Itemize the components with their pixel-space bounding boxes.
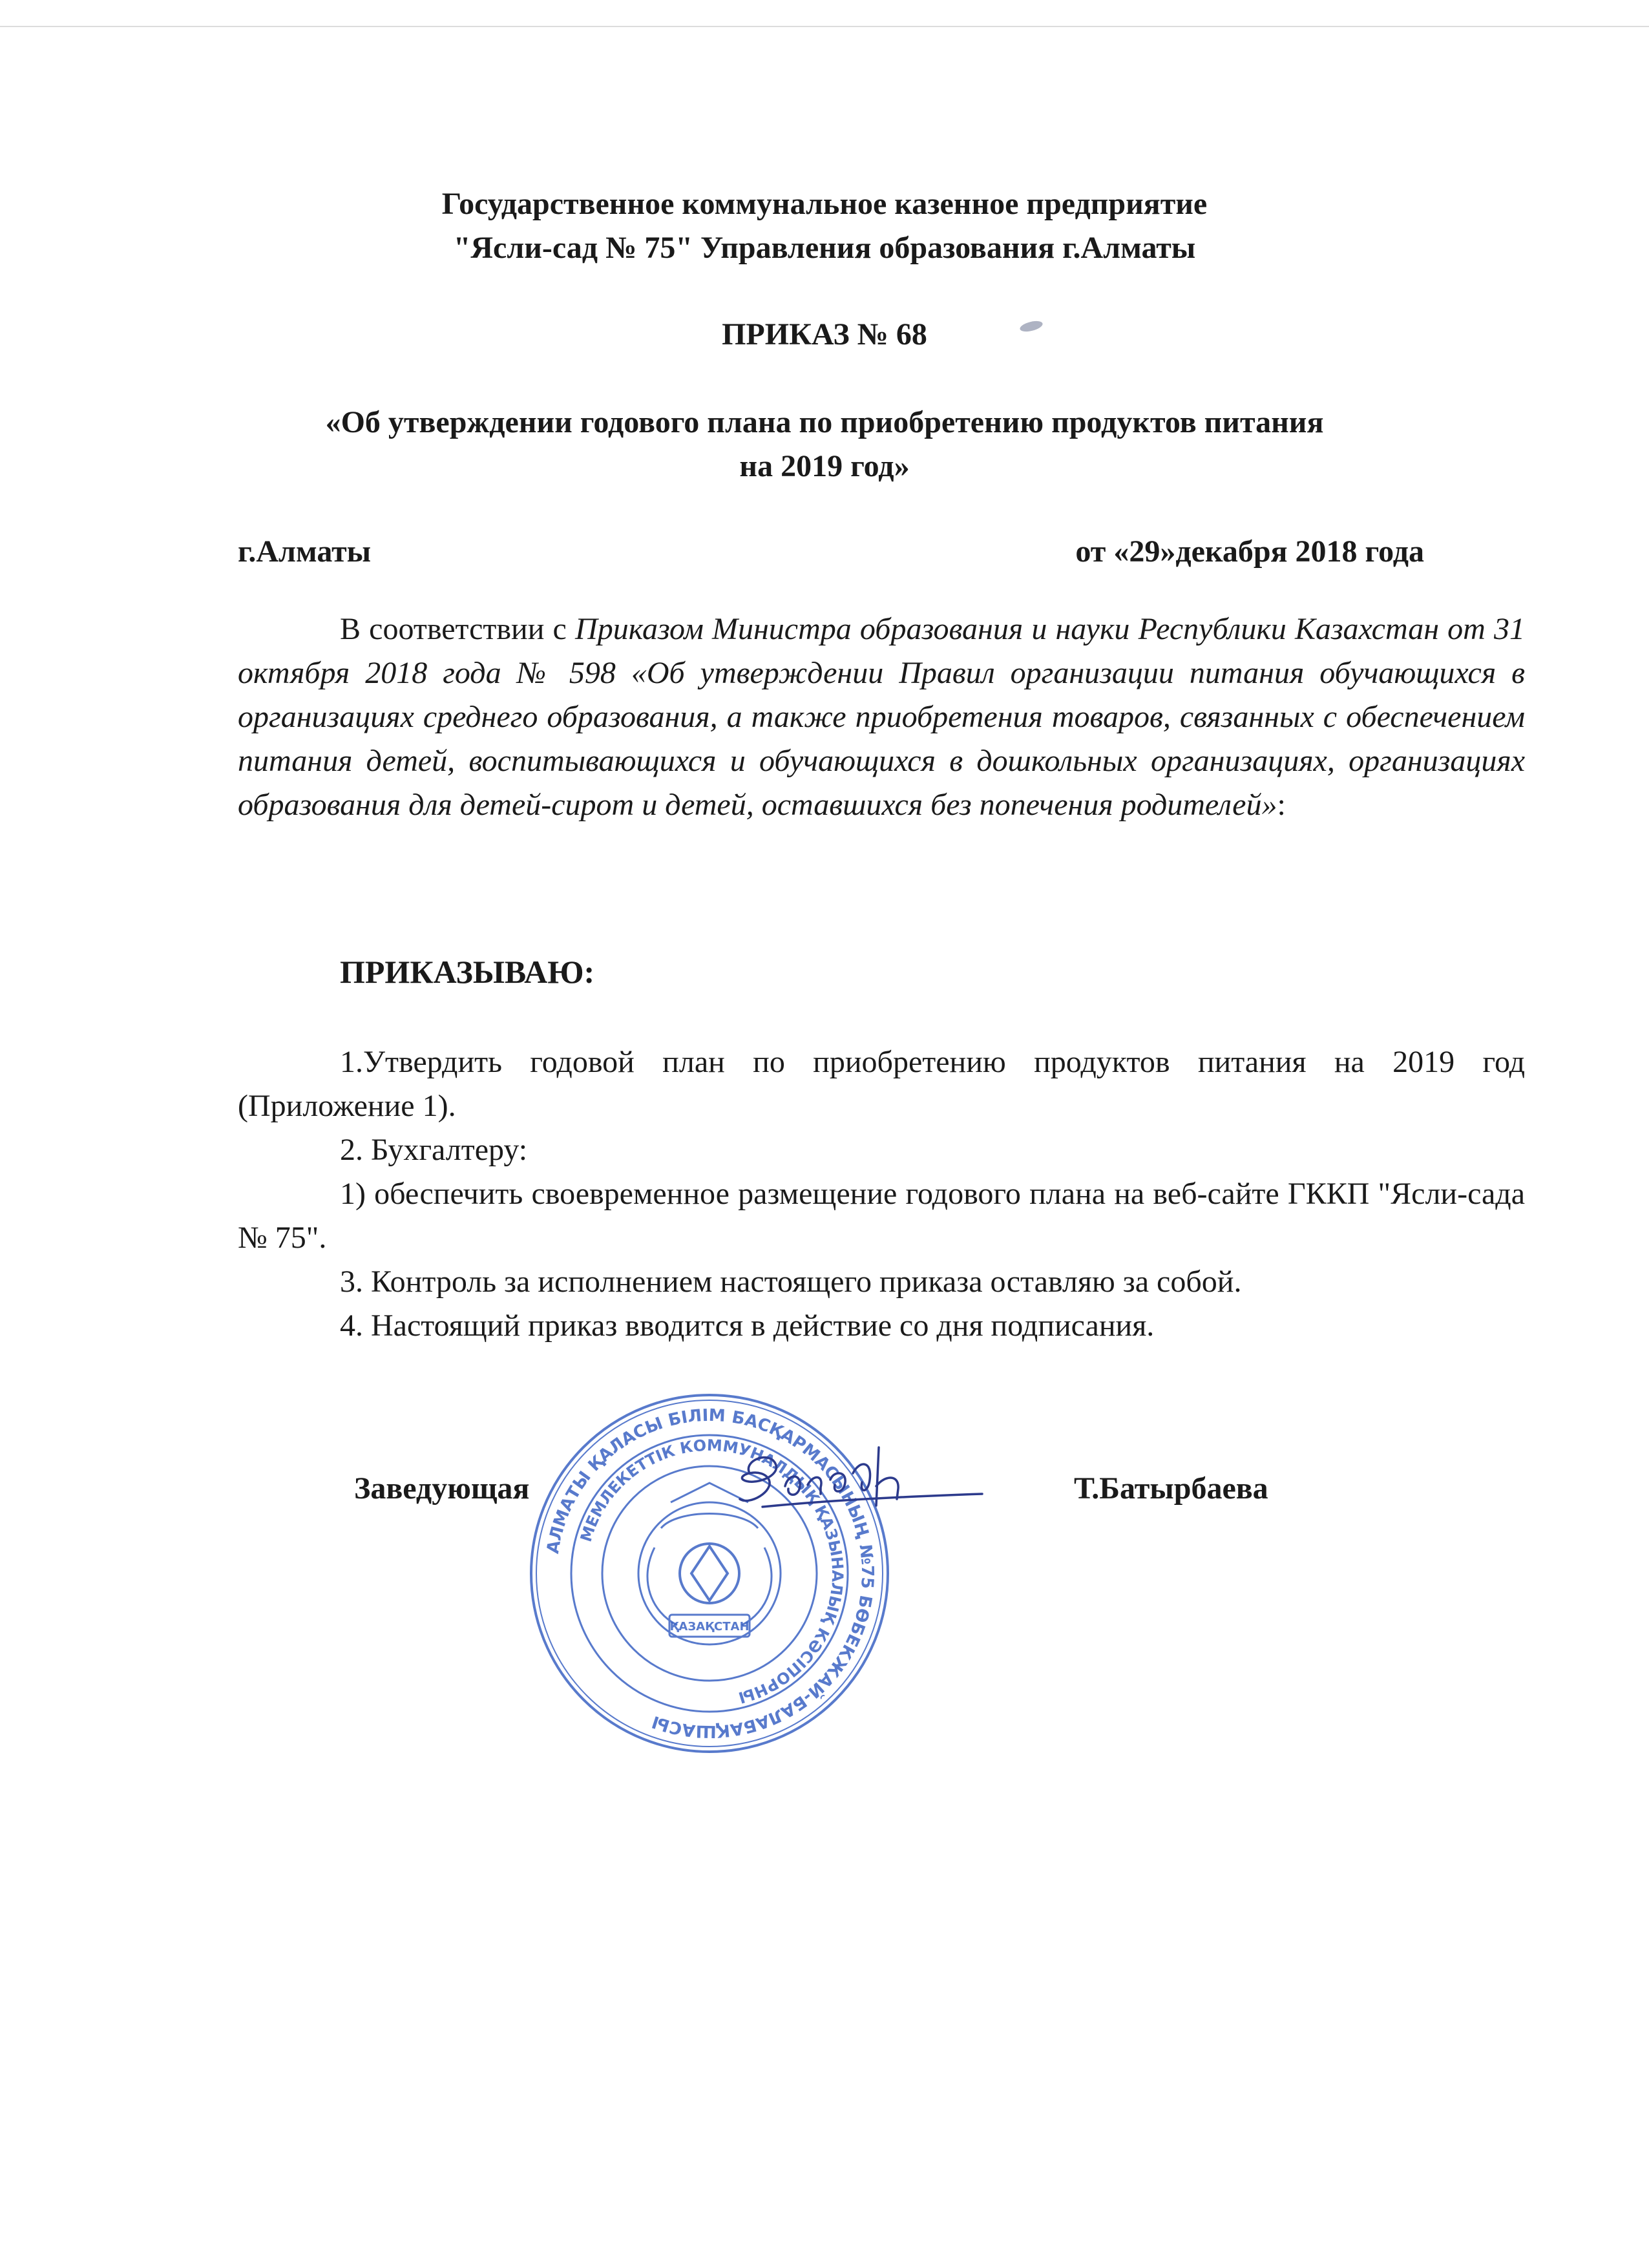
organization-name-line2: "Ясли-сад № 75" Управления образования г.Алматы xyxy=(453,231,1196,265)
stamp-emblem-text: ҚАЗАҚСТАН xyxy=(669,1620,750,1633)
order-subject-line1: «Об утверждении годового плана по приобретению продуктов питания xyxy=(325,405,1324,439)
order-date: от «29»декабря 2018 года xyxy=(1075,534,1424,569)
order-items xyxy=(238,1040,1525,1348)
stamp-outer-text: АЛМАТЫ ҚАЛАСЫ БІЛІМ БАСҚАРМАСЫНЫҢ №75 БӨБЕКЖАЙ-БАЛАБАҚШАСЫ xyxy=(543,1405,877,1741)
order-subject-line2: на 2019 год» xyxy=(739,449,910,483)
order-item-4: 4. Настоящий приказ вводится в действие со дня подписания. xyxy=(340,1308,1155,1343)
order-item-3: 3. Контроль за исполнением настоящего приказа оставляю за собой. xyxy=(340,1265,1242,1299)
order-place: г.Алматы xyxy=(238,534,372,569)
stamp-inner-text: МЕМЛЕКЕТТІК КОММУНАЛДЫҚ ҚАЗЫНАЛЫҚ КӘСІПОРНЫ xyxy=(576,1436,847,1707)
order-item-2: 2. Бухгалтеру: xyxy=(340,1133,528,1167)
order-item-2-subitem: 1) обеспечить своевременное размещение годового плана на веб-сайте ГККП "Ясли-сада № 75". xyxy=(238,1177,1525,1255)
order-title: ПРИКАЗ № 68 xyxy=(722,317,927,352)
order-item-1: 1.Утвердить годовой план по приобретению продуктов питания на 2019 год (Приложение 1). xyxy=(238,1045,1525,1123)
signatory-title: Заведующая xyxy=(354,1471,530,1506)
preamble-tail: : xyxy=(1277,788,1286,822)
place-date-row xyxy=(238,530,1424,575)
signatory-name: Т.Батырбаева xyxy=(1074,1471,1268,1506)
preamble-paragraph xyxy=(238,607,1525,827)
handwritten-signature xyxy=(724,1434,995,1531)
preamble-lead: В соответствии с xyxy=(340,612,576,646)
preamble-reference: Приказом Министра образования и науки Республики Казахстан от 31 октября 2018 года № 598 «Об утверждении Правил организации питания обучающихся в организациях среднего образования, а также приобретения товаров, связанных с обеспечением питания детей, воспитывающихся и обучающихся в дошкольных организациях, организациях образования для детей-сирот и детей, оставшихся без попечения родителей» xyxy=(238,612,1525,822)
scan-edge-line xyxy=(0,26,1649,27)
organization-name-line1: Государственное коммунальное казенное предприятие xyxy=(441,187,1208,221)
order-directive: ПРИКАЗЫВАЮ: xyxy=(340,954,595,990)
